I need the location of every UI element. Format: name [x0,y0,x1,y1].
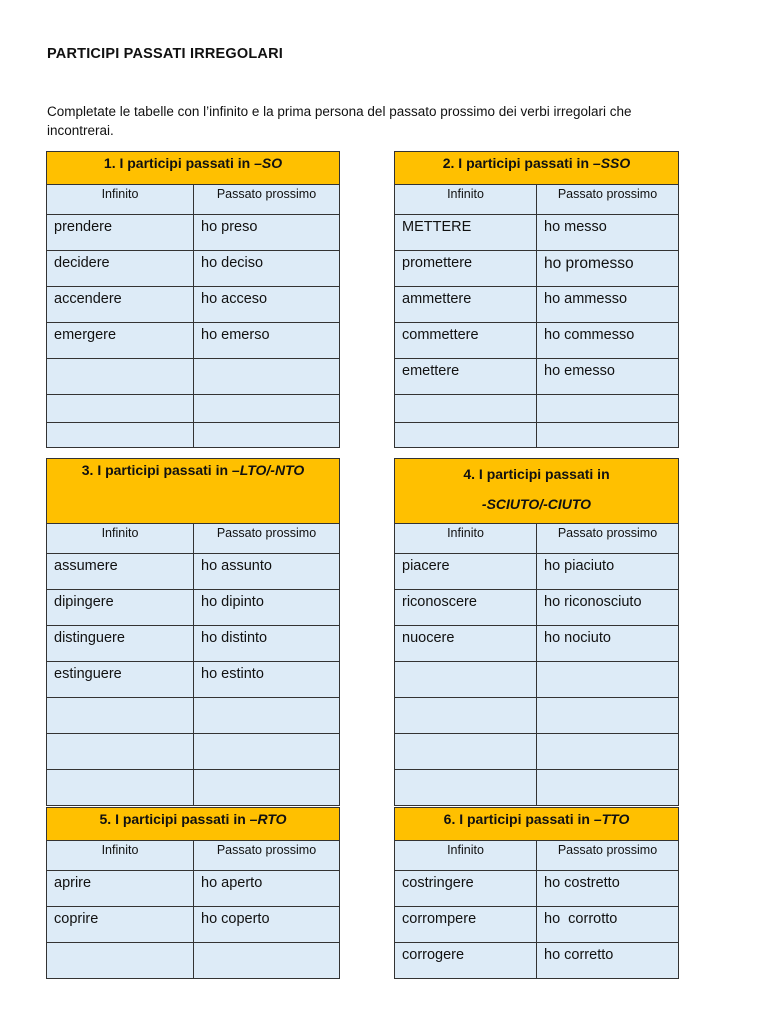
infinitive-cell[interactable] [395,395,537,423]
participle-cell: ho riconosciuto [537,590,679,626]
participle-cell: ho nociuto [537,626,679,662]
infinitive-cell: corrompere [395,907,537,943]
participle-cell[interactable] [537,770,679,806]
table-row [47,943,340,979]
table-row [47,554,340,590]
participle-cell: ho promesso [537,251,679,287]
table-heading: 6. I participi passati in –TTO [395,808,679,841]
table-row [47,590,340,626]
table-row [395,943,679,979]
column-header-passato: Passato prossimo [537,841,679,871]
participle-cell: ho costretto [537,871,679,907]
table-row [395,734,679,770]
participle-cell: ho dipinto [194,590,340,626]
table-row [395,907,679,943]
participle-cell: ho corretto [537,943,679,979]
infinitive-cell: dipingere [47,590,194,626]
table-row [395,423,679,448]
table-row [47,359,340,395]
table-row [395,395,679,423]
table-row [47,734,340,770]
table-row [47,698,340,734]
participle-cell[interactable] [537,698,679,734]
participle-cell: ho distinto [194,626,340,662]
column-header-infinito: Infinito [47,524,194,554]
participle-cell[interactable] [194,395,340,423]
infinitive-cell[interactable] [395,698,537,734]
table-row [47,662,340,698]
table-row [395,698,679,734]
participle-cell: ho preso [194,215,340,251]
participle-cell: ho messo [537,215,679,251]
participle-cell[interactable] [194,359,340,395]
infinitive-cell[interactable] [47,359,194,395]
table-row [395,323,679,359]
infinitive-cell: nuocere [395,626,537,662]
infinitive-cell[interactable] [47,423,194,448]
participle-cell[interactable] [537,423,679,448]
participle-cell[interactable] [537,734,679,770]
table-row [47,323,340,359]
infinitive-cell: aprire [47,871,194,907]
infinitive-cell: METTERE [395,215,537,251]
table-row [47,395,340,423]
table-row [47,626,340,662]
infinitive-cell: estinguere [47,662,194,698]
participle-cell: ho emerso [194,323,340,359]
table-row [47,287,340,323]
table-so [46,151,340,448]
participle-cell: ho ammesso [537,287,679,323]
infinitive-cell: distinguere [47,626,194,662]
infinitive-cell: emettere [395,359,537,395]
infinitive-cell: decidere [47,251,194,287]
table-row [395,871,679,907]
participle-cell[interactable] [194,943,340,979]
infinitive-cell[interactable] [395,662,537,698]
column-header-passato: Passato prossimo [537,185,679,215]
infinitive-cell[interactable] [395,734,537,770]
participle-cell: ho assunto [194,554,340,590]
table-heading: 5. I participi passati in –RTO [47,808,340,841]
infinitive-cell: corrogere [395,943,537,979]
table-row [395,590,679,626]
table-row [395,554,679,590]
column-header-infinito: Infinito [395,524,537,554]
participle-cell[interactable] [194,698,340,734]
table-row [47,423,340,448]
infinitive-cell: piacere [395,554,537,590]
table-rto [46,807,340,979]
table-heading: 1. I participi passati in –SO [47,152,340,185]
participle-cell: ho piaciuto [537,554,679,590]
participle-cell[interactable] [194,770,340,806]
table-lto-nto [46,458,340,806]
infinitive-cell: promettere [395,251,537,287]
column-header-passato: Passato prossimo [537,524,679,554]
infinitive-cell: costringere [395,871,537,907]
table-row [395,359,679,395]
participle-cell: ho emesso [537,359,679,395]
participle-cell: ho corrotto [537,907,679,943]
participle-cell: ho aperto [194,871,340,907]
column-header-passato: Passato prossimo [194,185,340,215]
infinitive-cell[interactable] [47,943,194,979]
table-row [395,251,679,287]
page-title: PARTICIPI PASSATI IRREGOLARI [47,46,283,62]
column-header-infinito: Infinito [395,841,537,871]
infinitive-cell: ammettere [395,287,537,323]
infinitive-cell: coprire [47,907,194,943]
table-row [395,287,679,323]
table-row [395,662,679,698]
table-row [47,770,340,806]
table-heading: 4. I participi passati in -SCIUTO/-CIUTO [395,459,679,524]
infinitive-cell: riconoscere [395,590,537,626]
table-row [395,626,679,662]
infinitive-cell[interactable] [47,395,194,423]
participle-cell[interactable] [194,734,340,770]
infinitive-cell[interactable] [47,698,194,734]
infinitive-cell[interactable] [47,734,194,770]
infinitive-cell[interactable] [395,423,537,448]
column-header-passato: Passato prossimo [194,841,340,871]
table-tto [394,807,679,979]
infinitive-cell: accendere [47,287,194,323]
table-sso [394,151,679,448]
table-sciuto-ciuto [394,458,679,806]
participle-cell: ho acceso [194,287,340,323]
participle-cell: ho estinto [194,662,340,698]
infinitive-cell[interactable] [47,770,194,806]
infinitive-cell: prendere [47,215,194,251]
table-row [395,770,679,806]
participle-cell[interactable] [194,423,340,448]
column-header-infinito: Infinito [47,841,194,871]
infinitive-cell[interactable] [395,770,537,806]
infinitive-cell: assumere [47,554,194,590]
column-header-passato: Passato prossimo [194,524,340,554]
participle-cell[interactable] [537,662,679,698]
column-header-infinito: Infinito [47,185,194,215]
infinitive-cell: emergere [47,323,194,359]
table-row [395,215,679,251]
participle-cell: ho commesso [537,323,679,359]
table-row [47,871,340,907]
participle-cell: ho deciso [194,251,340,287]
participle-cell: ho coperto [194,907,340,943]
table-row [47,907,340,943]
participle-cell[interactable] [537,395,679,423]
table-heading: 2. I participi passati in –SSO [395,152,679,185]
instructions: Completate le tabelle con l’infinito e la prima persona del passato prossimo dei verbi irregolari che incontrerai. [47,104,632,138]
column-header-infinito: Infinito [395,185,537,215]
table-row [47,251,340,287]
table-heading: 3. I participi passati in –LTO/-NTO [47,459,340,524]
infinitive-cell: commettere [395,323,537,359]
table-row [47,215,340,251]
